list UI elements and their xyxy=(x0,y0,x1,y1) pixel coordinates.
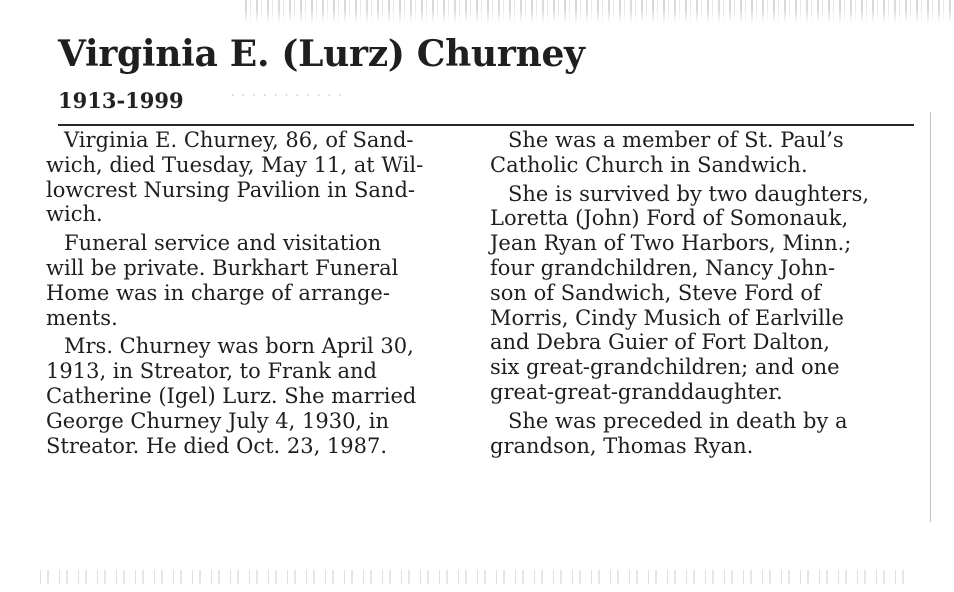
paragraph xyxy=(490,409,905,459)
obituary-headline: Virginia E. (Lurz) Churney xyxy=(58,33,585,75)
scan-noise-top xyxy=(245,0,954,24)
text-line: Morris, Cindy Musich of Earlville xyxy=(490,305,844,330)
text-line: She was a member of St. Paul’s xyxy=(508,128,844,152)
text-line: lowcrest Nursing Pavilion in Sand- xyxy=(46,177,415,202)
text-line: great-great-granddaughter. xyxy=(490,379,783,404)
paragraph xyxy=(490,128,905,178)
bleed-through-text: · · · · · · · · · · · xyxy=(229,88,345,104)
text-line: Funeral service and visitation xyxy=(64,231,382,256)
text-line: wich. xyxy=(46,202,103,227)
right-column xyxy=(490,128,905,462)
paragraph xyxy=(490,182,905,405)
scan-noise-bottom xyxy=(40,570,910,584)
paragraph xyxy=(46,128,466,227)
text-line: Streator. He died Oct. 23, 1987. xyxy=(46,433,388,458)
paragraph xyxy=(46,231,466,330)
text-line: George Churney July 4, 1930, in xyxy=(46,408,390,433)
text-line: She is survived by two daughters, xyxy=(508,181,870,206)
paragraph xyxy=(46,334,466,458)
obituary-years: 1913-1999 xyxy=(58,88,184,113)
column-edge-line xyxy=(930,112,931,522)
text-line: She was preceded in death by a xyxy=(508,408,848,433)
text-line: Loretta (John) Ford of Somonauk, xyxy=(490,206,849,231)
text-line: six great-grandchildren; and one xyxy=(490,355,840,380)
text-line: grandson, Thomas Ryan. xyxy=(490,433,754,458)
text-line: Home was in charge of arrange- xyxy=(46,280,390,305)
headline-rule xyxy=(58,124,914,126)
text-line: Catherine (Igel) Lurz. She married xyxy=(46,383,417,408)
text-line: 1913, in Streator, to Frank and xyxy=(46,359,377,384)
text-line: son of Sandwich, Steve Ford of xyxy=(490,280,821,305)
text-line: Catholic Church in Sandwich. xyxy=(490,152,808,177)
text-line: will be private. Burkhart Funeral xyxy=(46,255,399,280)
left-column xyxy=(46,128,466,462)
text-line: wich, died Tuesday, May 11, at Wil- xyxy=(46,152,424,177)
text-line: Virginia E. Churney, 86, of Sand- xyxy=(64,128,414,152)
text-line: Mrs. Churney was born April 30, xyxy=(64,334,414,359)
text-line: Jean Ryan of Two Harbors, Minn.; xyxy=(490,231,852,256)
text-line: ments. xyxy=(46,305,118,330)
text-line: and Debra Guier of Fort Dalton, xyxy=(490,330,830,355)
text-line: four grandchildren, Nancy John- xyxy=(490,255,836,280)
